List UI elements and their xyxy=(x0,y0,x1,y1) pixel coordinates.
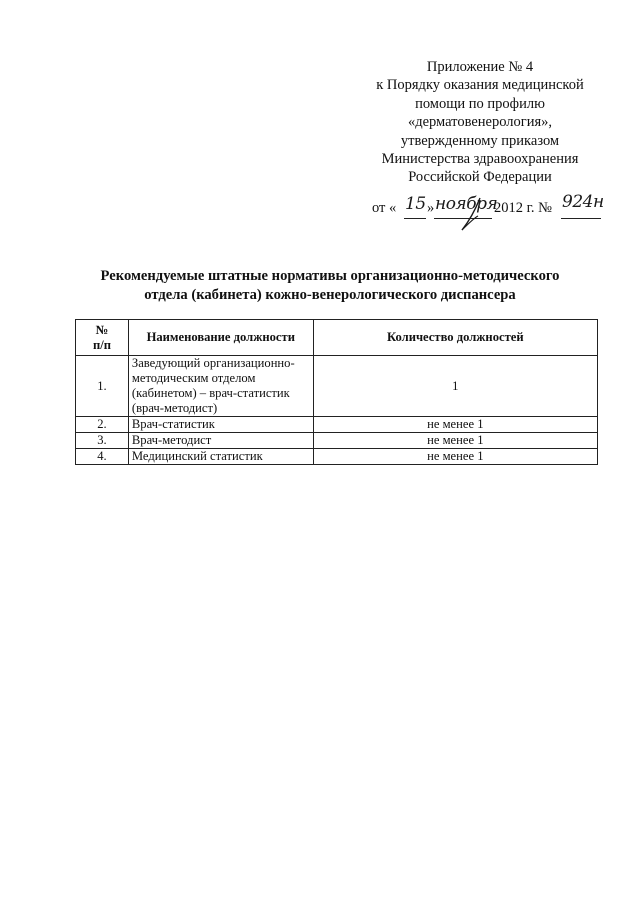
header-position: Наименование должности xyxy=(128,320,313,356)
order-reference xyxy=(372,190,612,230)
appendix-header xyxy=(360,58,600,187)
table-row xyxy=(76,417,598,433)
appendix-line: утвержденному приказом xyxy=(400,132,560,149)
order-year: 2012 г. № xyxy=(494,200,553,216)
row-quantity: не менее 1 xyxy=(313,449,597,465)
table-header-row xyxy=(76,320,598,356)
staffing-table xyxy=(75,319,598,465)
appendix-line: к Порядку оказания медицинской xyxy=(376,77,584,94)
appendix-line: «дерматовенерология», xyxy=(407,114,553,131)
row-position: Врач-статистик xyxy=(128,417,313,433)
order-number-handwritten: 924н xyxy=(562,192,604,212)
row-quantity: не менее 1 xyxy=(313,417,597,433)
header-num-label: п/п xyxy=(92,337,111,352)
header-num xyxy=(76,320,129,356)
appendix-line: помощи по профилю xyxy=(415,95,545,112)
position-line: (врач-методист) xyxy=(131,401,218,415)
order-month-handwritten: ноября xyxy=(435,194,498,214)
document-title xyxy=(60,267,600,305)
table-row xyxy=(76,433,598,449)
position-line: Заведующий организационно- xyxy=(131,356,295,370)
row-number: 2. xyxy=(76,417,129,433)
row-position: Медицинский статистик xyxy=(128,449,313,465)
position-line: (кабинетом) – врач-статистик xyxy=(131,386,290,400)
appendix-line: Министерства здравоохранения xyxy=(381,151,579,168)
table-row xyxy=(76,356,598,417)
order-prefix: от « xyxy=(372,200,397,216)
appendix-line: Российской Федерации xyxy=(408,169,552,186)
row-quantity: 1 xyxy=(313,356,597,417)
order-day-underline xyxy=(404,218,426,219)
row-number: 3. xyxy=(76,433,129,449)
row-number: 4. xyxy=(76,449,129,465)
title-line-2: отдела (кабинета) кожно-венерологического диспансера xyxy=(144,287,516,303)
order-day-handwritten: 15 xyxy=(405,194,426,214)
order-number-underline xyxy=(561,218,601,219)
appendix-number: Приложение № 4 xyxy=(426,59,534,75)
position-line: методическим отделом xyxy=(131,371,256,385)
row-position xyxy=(128,356,313,417)
signature-stroke-icon xyxy=(458,194,488,234)
table-row xyxy=(76,449,598,465)
row-number: 1. xyxy=(76,356,129,417)
row-quantity: не менее 1 xyxy=(313,433,597,449)
header-num-symbol: № xyxy=(95,322,109,337)
title-line-1: Рекомендуемые штатные нормативы организационно-методического xyxy=(100,268,560,284)
order-quote-close: » xyxy=(427,200,435,216)
header-quantity: Количество должностей xyxy=(313,320,597,356)
row-position: Врач-методист xyxy=(128,433,313,449)
